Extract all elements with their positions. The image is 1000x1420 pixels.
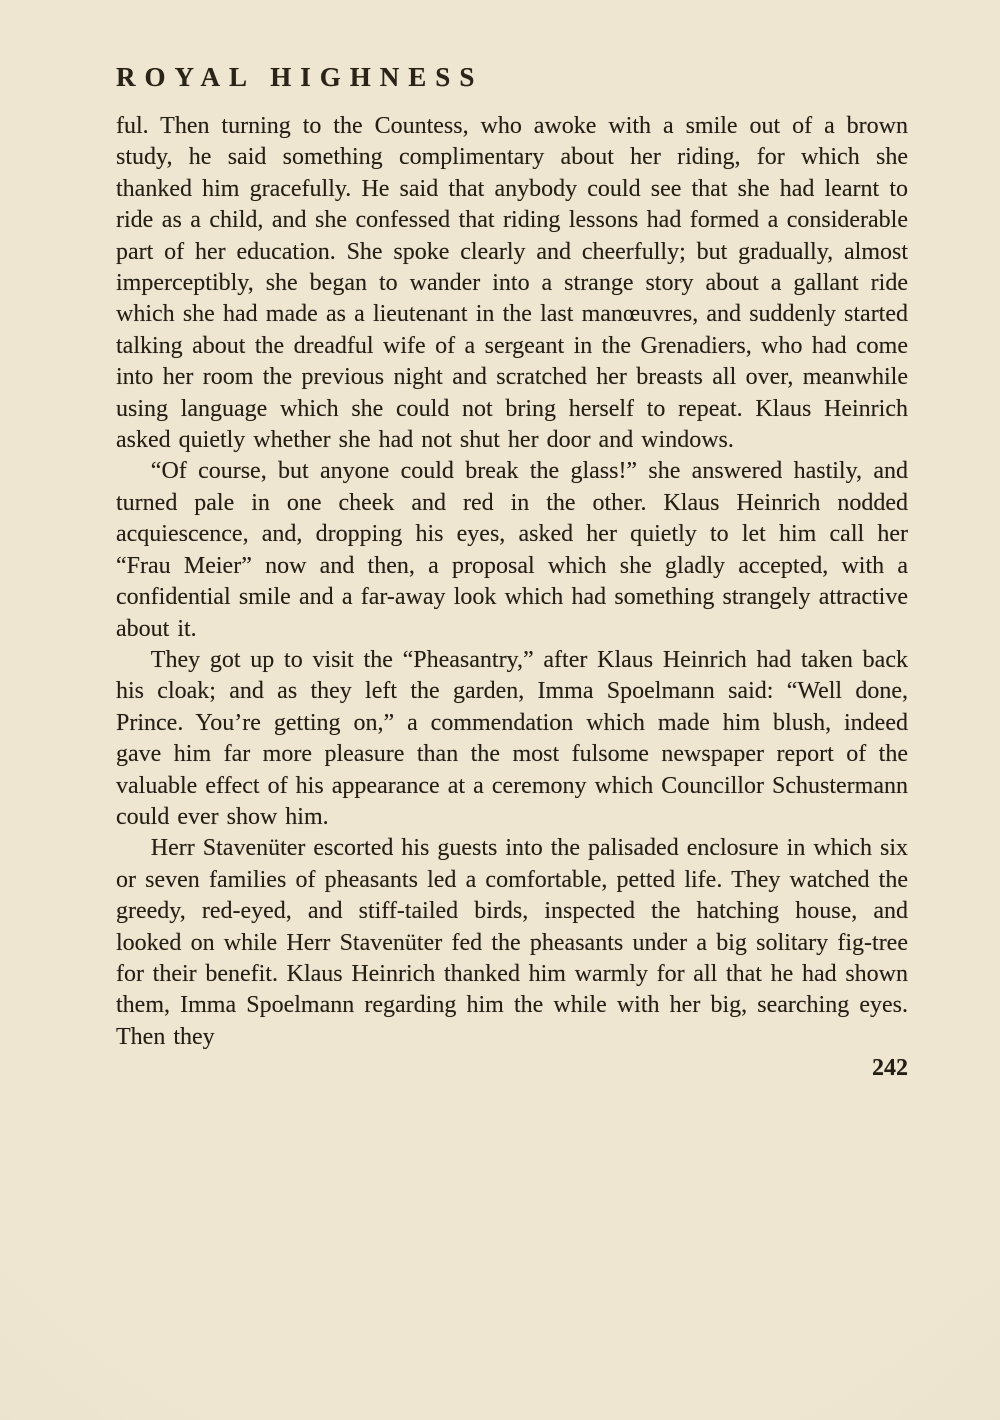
body-text [116,111,908,1053]
paragraph: Herr Stavenüter escorted his guests into the palisaded enclosure in which six or seven families of pheasants led a comfortable, petted life. They watched the greedy, red-eyed, and stiff-tailed birds, inspected the hatching house, and looked on while Herr Stavenüter fed the pheasants under a big solitary fig-tree for their benefit. Klaus Heinrich thanked him warmly for all that he had shown them, Imma Spoelmann regarding him the while with her big, searching eyes. Then they [116,835,908,1050]
running-head: ROYAL HIGHNESS [116,62,484,92]
paragraph: They got up to visit the “Pheasantry,” after Klaus Heinrich had taken back his cloak; and as they left the garden, Imma Spoelmann said: “Well done, Prince. You’re getting on,” a commendation which made him blush, indeed gave him far more pleasure than the most fulsome newspaper report of the valuable effect of his appearance at a ceremony which Councillor Schustermann could ever show him. [116,646,908,830]
paragraph-continuation: ful. Then turning to the Countess, who awoke with a smile out of a brown study, he said something complimentary about her riding, for which she thanked him gracefully. He said that anybody could see that she had learnt to ride as a child, and she confessed that riding lessons had formed a considerable part of her education. She spoke clearly and cheerfully; but gradually, almost imperceptibly, she began to wander into a strange story about a gallant ride which she had made as a lieutenant in the last manœuvres, and suddenly started talking about the dreadful wife of a sergeant in the Grenadiers, who had come into her room the previous night and scratched her breasts all over, meanwhile using language which she could not bring herself to repeat. Klaus Heinrich asked quietly whether she had not shut her door and windows. [116,113,908,454]
page-number: 242 [872,1055,908,1082]
paragraph: “Of course, but anyone could break the glass!” she answered hastily, and turned pale in one cheek and red in the other. Klaus Heinrich nodded acquiescence, and, dropping his eyes, asked her quietly to let him call her “Frau Meier” now and then, a proposal which she gladly accepted, with a confidential smile and a far-away look which had something strangely attractive about it. [116,458,908,642]
